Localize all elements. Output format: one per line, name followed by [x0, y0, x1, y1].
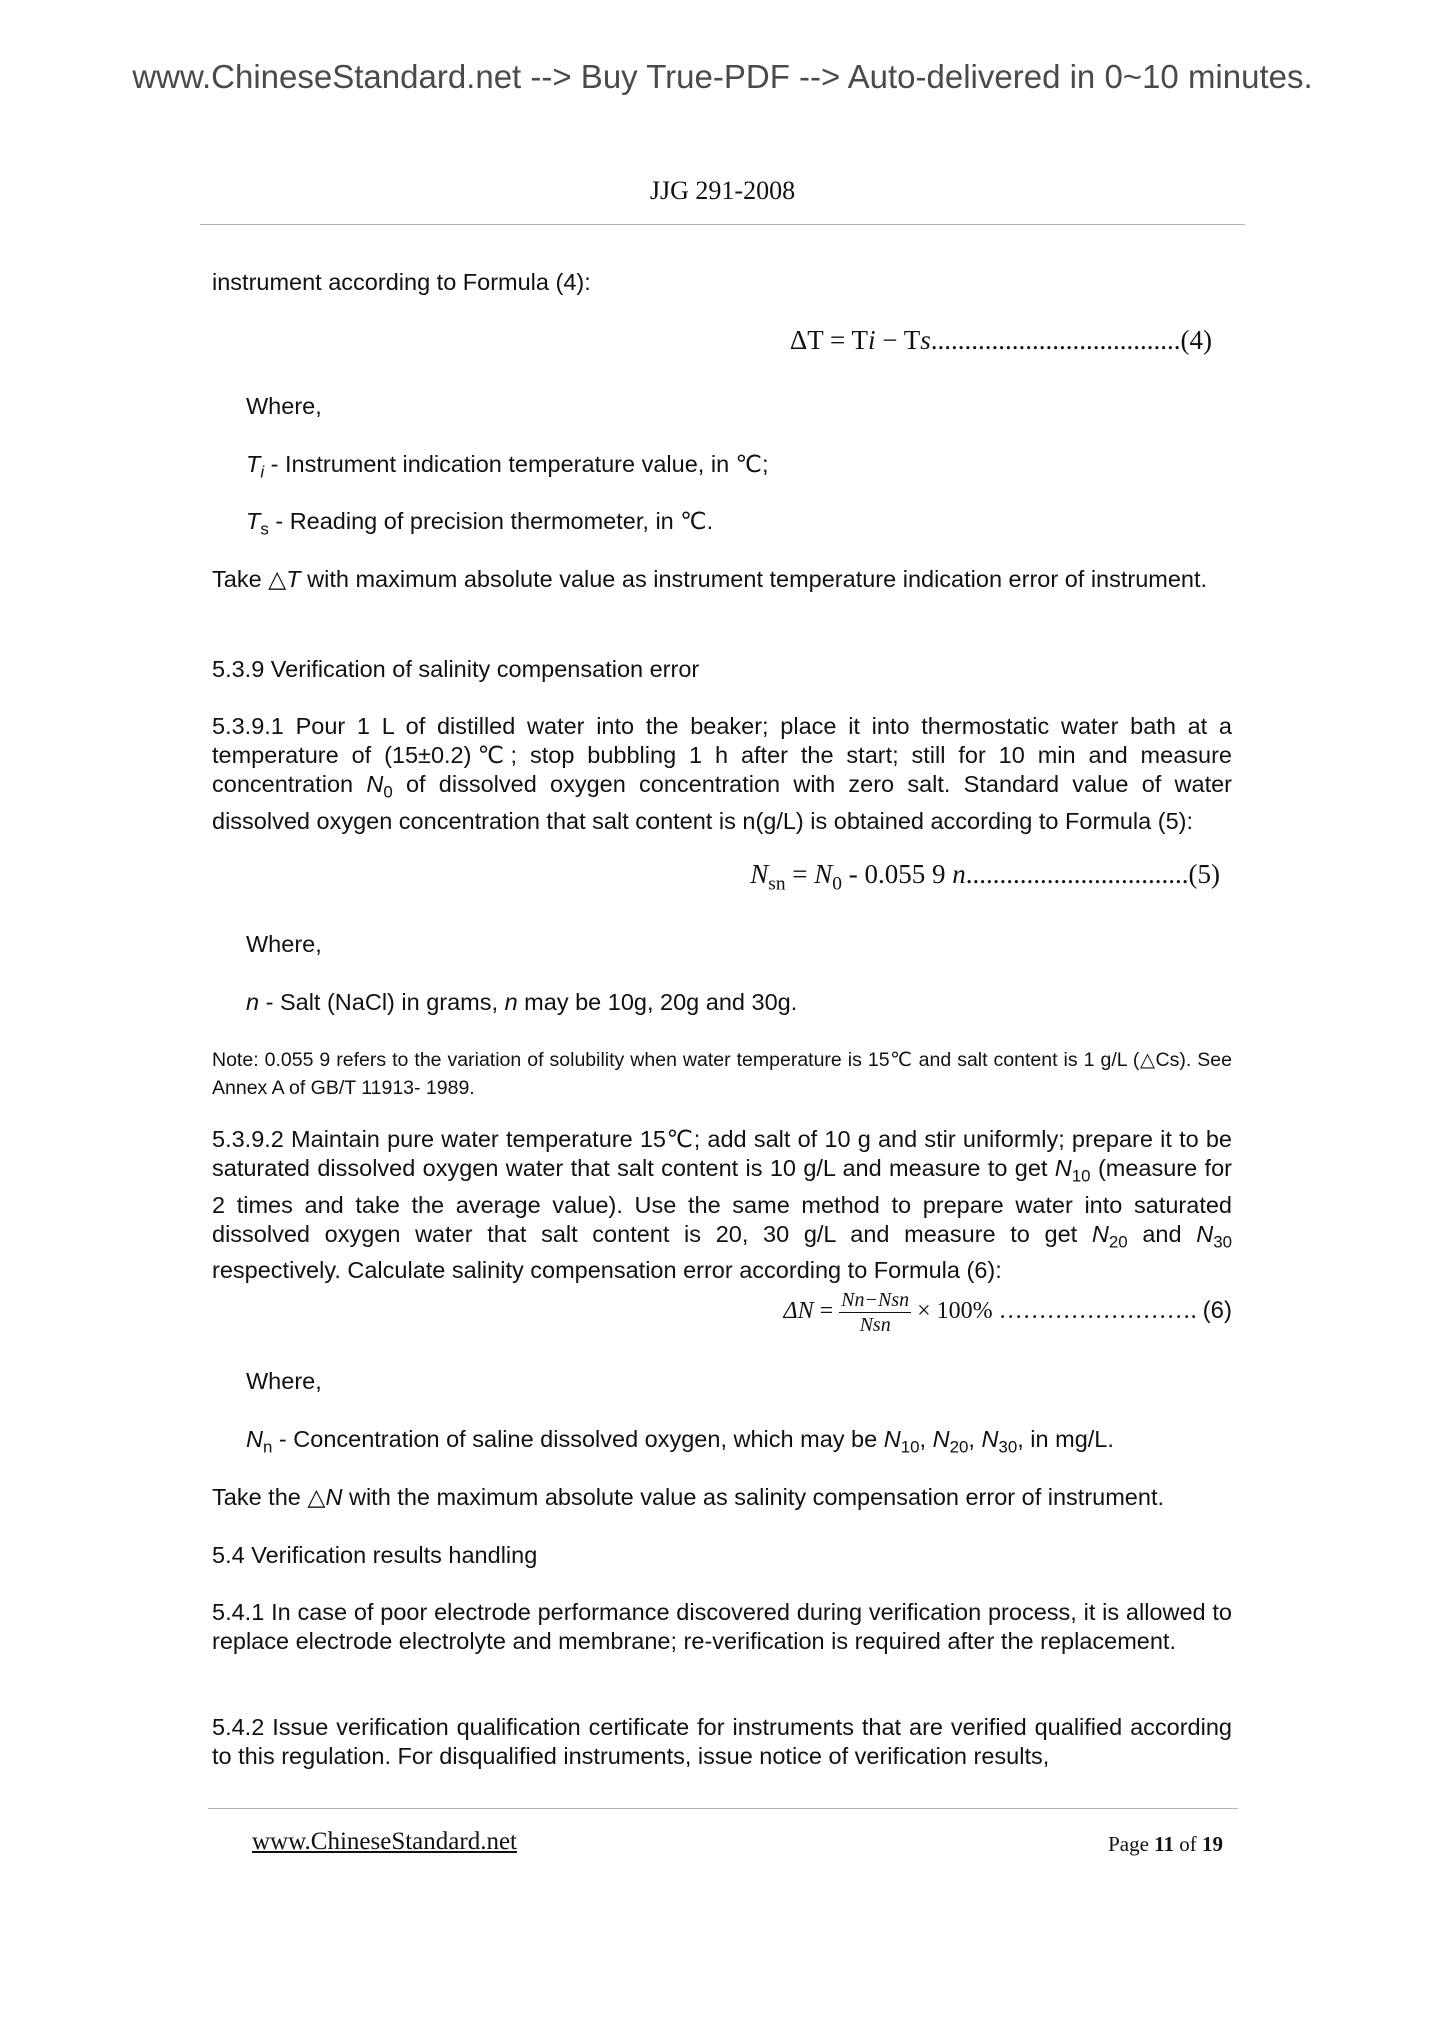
- fraction: $\frac{\text{Nn−Nsn}}{\text{Nsn}}$: [841, 1289, 910, 1336]
- ti-definition: $T_i$ - Instrument indication temperature value, in ℃;: [246, 451, 769, 482]
- n-definition: n - Salt (NaCl) in grams, n may be 10g, 20g and 30g.: [246, 989, 798, 1015]
- formula-number: (5): [1188, 859, 1220, 889]
- where-label: Where,: [246, 1368, 322, 1394]
- ts-definition: $T_s$ - Reading of precision thermometer, in ℃.: [246, 508, 714, 539]
- section-5-3-9-1-paragraph: 5.3.9.1 Pour 1 L of distilled water into the beaker; place it into thermostatic water bath at a temperature of (15±0.2)℃; stop bubbling 1 h after the start; still for 10 min and measure concentration $N_0$ of dissolved oxygen concentration with zero salt. Standard value of water dissolved oxygen concentration that salt content is n(g/L) is obtained according to Formula (5):: [212, 713, 1233, 834]
- section-5-4-1-paragraph: 5.4.1 In case of poor electrode performance discovered during verification process, it is allowed to replace electrode electrolyte and membrane; re-verification is required after the replacement.: [212, 1599, 1232, 1654]
- section-5-3-9-heading: 5.3.9 Verification of salinity compensation error: [212, 656, 700, 682]
- footer-website-link[interactable]: www.ChineseStandard.net: [252, 1828, 517, 1855]
- header-banner: www.ChineseStandard.net --> Buy True-PDF --> Auto-delivered in 0~10 minutes.: [132, 58, 1313, 95]
- note-paragraph: Note: 0.055 9 refers to the variation of solubility when water temperature is 15℃ and salt content is 1 g/L (△Cs). See Annex A of GB/T 11913- 1989.: [212, 1049, 1232, 1099]
- formula-4: ΔT = Ti − Ts.....................................(4): [789, 325, 1212, 355]
- footer-rule: [208, 1808, 1238, 1809]
- page-number: Page 11 of 19: [1108, 1832, 1223, 1856]
- formula-6: ΔN = $\frac{\text{Nn−Nsn}}{\text{Nsn}}$ × 100% ……………………. (6): [783, 1289, 1232, 1336]
- where-label: Where,: [246, 931, 322, 957]
- section-5-3-9-2-paragraph: 5.3.9.2 Maintain pure water temperature 15℃; add salt of 10 g and stir uniformly; prepare it to be saturated dissolved oxygen water that salt content is 10 g/L and measure to get $N_{10}$ (measure for 2 times and take the average value). Use the same method to prepare water into saturated dissolved oxygen water that salt content is 20, 30 g/L and measure to get $N_{20}$ and $N_{30}$ respectively. Calculate salinity compensation error according to Formula (6):: [212, 1126, 1232, 1284]
- formula-number: (6): [1202, 1297, 1232, 1325]
- document-code: JJG 291-2008: [649, 176, 796, 205]
- header-rule: [200, 224, 1245, 225]
- where-label: Where,: [246, 393, 322, 419]
- intro-paragraph: instrument according to Formula (4):: [212, 269, 591, 295]
- section-5-4-heading: 5.4 Verification results handling: [212, 1542, 538, 1568]
- take-delta-n-paragraph: Take the △N with the maximum absolute value as salinity compensation error of instrument.: [212, 1484, 1164, 1510]
- formula-number: (4): [1180, 325, 1212, 355]
- take-delta-t-paragraph: Take △T with maximum absolute value as instrument temperature indication error of instrument.: [212, 566, 1208, 592]
- section-5-4-2-paragraph: 5.4.2 Issue verification qualification certificate for instruments that are verified qualified according to this regulation. For disqualified instruments, issue notice of verification results,: [212, 1714, 1232, 1769]
- nn-definition: $N_n$ - Concentration of saline dissolved oxygen, which may be $N_{10}$, $N_{20}$, $N_{30}$, in mg/L.: [246, 1426, 1114, 1457]
- formula-5: $N_{sn} = N_0 - 0.055$ 9 n.................................(5): [750, 859, 1220, 895]
